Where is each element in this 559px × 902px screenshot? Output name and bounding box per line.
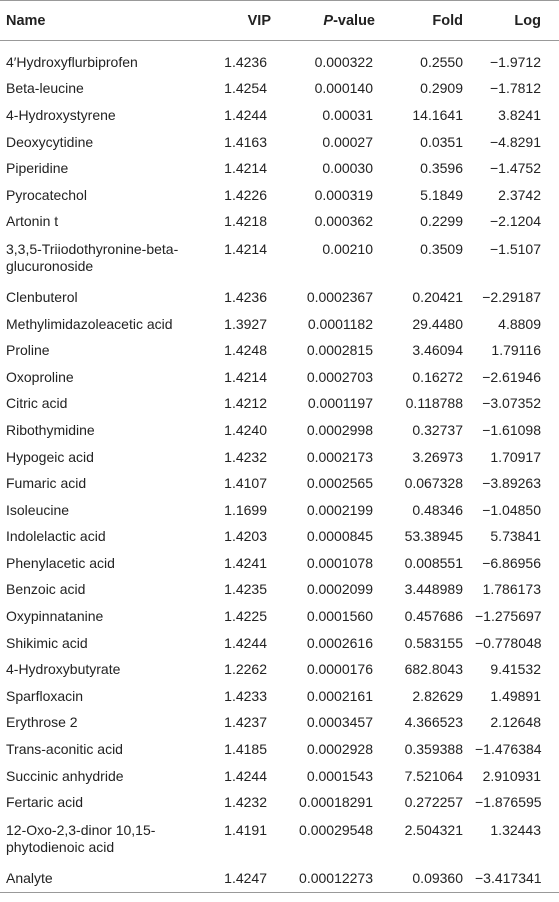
cell-vip: 1.4214	[224, 241, 267, 258]
cell-name: Isoleucine	[6, 501, 70, 518]
cell-fold: 0.3509	[420, 241, 463, 258]
cell-name: Methylimidazoleacetic acid	[6, 315, 173, 332]
header-log: Log	[469, 1, 559, 41]
table-row	[0, 235, 559, 284]
table-row	[0, 736, 559, 763]
table-row	[0, 102, 559, 129]
table-row	[0, 577, 559, 604]
table-row	[0, 816, 559, 865]
cell-fold: 7.521064	[404, 767, 463, 784]
table-row	[0, 710, 559, 737]
table-row	[0, 603, 559, 630]
cell-fold: 3.26973	[412, 448, 463, 465]
cell-p-value: 0.0002099	[306, 581, 373, 598]
cell-p-value: 0.0002998	[306, 421, 373, 438]
cell-log: −3.07352	[482, 395, 541, 412]
cell-name: 4-Hydroxystyrene	[6, 106, 116, 123]
cell-vip: 1.4203	[224, 528, 267, 545]
cell-log: 5.73841	[490, 528, 541, 545]
cell-log: −2.61946	[482, 368, 541, 385]
cell-vip: 1.2262	[224, 661, 267, 678]
cell-vip: 1.3927	[224, 315, 267, 332]
table-row	[0, 497, 559, 524]
header-p-italic: P	[323, 12, 334, 29]
header-fold: Fold	[381, 1, 469, 41]
cell-vip: 1.4214	[224, 368, 267, 385]
table-row	[0, 417, 559, 444]
cell-log: −1.876595	[475, 794, 542, 811]
cell-p-value: 0.000140	[314, 80, 373, 97]
cell-p-value: 0.0002815	[306, 342, 373, 359]
cell-fold: 0.067328	[404, 475, 463, 492]
header-vip: VIP	[213, 1, 277, 41]
cell-vip: 1.4212	[224, 395, 267, 412]
cell-fold: 0.583155	[404, 634, 463, 651]
table-row	[0, 391, 559, 418]
cell-fold: 682.8043	[404, 661, 463, 678]
cell-p-value: 0.00030	[322, 160, 373, 177]
cell-fold: 0.16272	[412, 368, 463, 385]
cell-name: Benzoic acid	[6, 581, 86, 598]
cell-name: Sparfloxacin	[6, 687, 84, 704]
cell-log: 1.786173	[482, 581, 541, 598]
cell-name: Phenylacetic acid	[6, 554, 115, 571]
table-body	[0, 41, 559, 893]
cell-p-value: 0.0002173	[306, 448, 373, 465]
cell-p-value: 0.00012273	[277, 865, 381, 892]
cell-name: Oxypinnatanine	[6, 608, 104, 625]
cell-name: Succinic anhydride	[6, 767, 124, 784]
cell-p-value: 0.000362	[314, 213, 373, 230]
cell-fold: 0.32737	[412, 421, 463, 438]
cell-p-value: 0.00031	[322, 106, 373, 123]
cell-vip: 1.4237	[224, 714, 267, 731]
cell-fold: 0.457686	[404, 608, 463, 625]
cell-p-value: 0.0001560	[306, 608, 373, 625]
cell-name: Deoxycytidine	[6, 133, 94, 150]
cell-vip: 1.4232	[224, 794, 267, 811]
cell-fold: 0.359388	[404, 741, 463, 758]
cell-log: −1.476384	[475, 741, 542, 758]
cell-vip: 1.4248	[224, 342, 267, 359]
cell-fold: 2.82629	[412, 687, 463, 704]
table-row	[0, 337, 559, 364]
cell-log: −1.4752	[490, 160, 541, 177]
cell-vip: 1.4232	[224, 448, 267, 465]
cell-log: −1.9712	[490, 53, 541, 70]
cell-fold: 0.3596	[420, 160, 463, 177]
cell-name: Shikimic acid	[6, 634, 88, 651]
cell-p-value: 0.00018291	[299, 794, 373, 811]
cell-log: −0.778048	[475, 634, 542, 651]
table-header	[0, 1, 559, 41]
cell-vip: 1.4185	[224, 741, 267, 758]
cell-log: −4.8291	[490, 133, 541, 150]
header-p-suffix: -value	[333, 12, 375, 29]
cell-p-value: 0.000322	[314, 53, 373, 70]
cell-fold: 0.20421	[412, 288, 463, 305]
cell-p-value: 0.0003457	[306, 714, 373, 731]
cell-log: 4.8809	[498, 315, 541, 332]
cell-name: Fumaric acid	[6, 475, 87, 492]
cell-name: Beta-leucine	[6, 80, 84, 97]
cell-log: −1.61098	[482, 421, 541, 438]
cell-fold: 0.2550	[420, 53, 463, 70]
cell-name: Analyte	[0, 865, 213, 892]
cell-vip: 1.4244	[224, 767, 267, 784]
cell-fold: 0.09360	[381, 865, 469, 892]
cell-log: −1.5107	[490, 241, 541, 258]
cell-log: −3.89263	[482, 475, 541, 492]
table-row	[0, 209, 559, 236]
cell-fold: 0.118788	[405, 395, 463, 412]
table-row	[0, 129, 559, 156]
cell-log: 1.70917	[490, 448, 541, 465]
cell-name: Erythrose 2	[6, 714, 78, 731]
cell-name: Artonin t	[6, 213, 59, 230]
table-row	[0, 311, 559, 338]
cell-name: 3,3,5-Triiodothyronine-beta-glucuronoside	[6, 241, 179, 275]
table-row	[0, 155, 559, 182]
cell-fold: 0.48346	[412, 501, 463, 518]
cell-vip: 1.4240	[224, 421, 267, 438]
cell-vip: 1.4254	[224, 80, 267, 97]
cell-log: 2.12648	[490, 714, 541, 731]
cell-p-value: 0.0002928	[306, 741, 373, 758]
cell-vip: 1.4214	[224, 160, 267, 177]
cell-log: 3.8241	[498, 106, 541, 123]
cell-p-value: 0.0002367	[306, 288, 373, 305]
cell-log: −2.1204	[490, 213, 541, 230]
cell-log: 1.49891	[490, 687, 541, 704]
cell-name: 4′Hydroxyflurbiprofen	[6, 53, 138, 70]
cell-name: Piperidine	[6, 160, 69, 177]
cell-log: 1.32443	[490, 822, 541, 839]
cell-name: Indolelactic acid	[6, 528, 106, 545]
table-row	[0, 524, 559, 551]
cell-p-value: 0.0001078	[306, 554, 373, 571]
cell-p-value: 0.0000176	[306, 661, 373, 678]
cell-p-value: 0.00029548	[299, 822, 373, 839]
cell-p-value: 0.0002161	[306, 687, 373, 704]
cell-vip: 1.4163	[224, 133, 267, 150]
cell-name: 4-Hydroxybutyrate	[6, 661, 121, 678]
table-row	[0, 763, 559, 790]
cell-fold: 0.272257	[404, 794, 463, 811]
cell-vip: 1.4191	[224, 822, 267, 839]
cell-p-value: 0.0002565	[306, 475, 373, 492]
cell-vip: 1.4241	[224, 554, 267, 571]
cell-vip: 1.4225	[224, 608, 267, 625]
table-row	[0, 41, 559, 76]
cell-vip: 1.4236	[224, 53, 267, 70]
cell-fold: 14.1641	[412, 106, 463, 123]
cell-p-value: 0.0001182	[307, 315, 373, 332]
cell-vip: 1.4218	[224, 213, 267, 230]
header-row	[0, 1, 559, 41]
cell-name: Citric acid	[6, 395, 68, 412]
cell-fold: 29.4480	[412, 315, 463, 332]
cell-log: 1.79116	[491, 342, 541, 359]
cell-fold: 53.38945	[404, 528, 463, 545]
cell-p-value: 0.000319	[314, 186, 373, 203]
table-row	[0, 656, 559, 683]
cell-fold: 3.46094	[412, 342, 463, 359]
cell-fold: 5.1849	[420, 186, 463, 203]
cell-p-value: 0.00027	[322, 133, 373, 150]
table-row	[0, 550, 559, 577]
table-row	[0, 182, 559, 209]
cell-log: −1.04850	[482, 501, 541, 518]
cell-log: −2.29187	[482, 288, 541, 305]
cell-vip: 1.1699	[224, 501, 267, 518]
cell-fold: 0.008551	[404, 554, 463, 571]
cell-fold: 3.448989	[404, 581, 463, 598]
cell-p-value: 0.0002199	[306, 501, 373, 518]
cell-p-value: 0.0002616	[306, 634, 373, 651]
cell-name: Pyrocatechol	[6, 186, 87, 203]
cell-fold: 2.504321	[404, 822, 463, 839]
cell-log: 2.910931	[482, 767, 541, 784]
cell-name: Trans-aconitic acid	[6, 741, 123, 758]
cell-name: Fertaric acid	[6, 794, 84, 811]
cell-p-value: 0.0000845	[306, 528, 373, 545]
table-row	[0, 470, 559, 497]
cell-p-value: 0.0001197	[307, 395, 373, 412]
cell-vip: 1.4244	[224, 634, 267, 651]
cell-name: Proline	[6, 342, 50, 359]
cell-log: 9.41532	[490, 661, 541, 678]
cell-name: Oxoproline	[6, 368, 74, 385]
cell-fold: 4.366523	[404, 714, 463, 731]
cell-name: Hypogeic acid	[6, 448, 94, 465]
cell-vip: 1.4235	[224, 581, 267, 598]
table-row	[0, 364, 559, 391]
cell-fold: 0.2909	[420, 80, 463, 97]
cell-fold: 0.0351	[420, 133, 463, 150]
header-name: Name	[0, 1, 213, 41]
table-row	[0, 76, 559, 103]
table-row	[0, 444, 559, 471]
cell-name: Clenbuterol	[6, 288, 78, 305]
table-row	[0, 630, 559, 657]
table-row	[0, 284, 559, 311]
cell-log: 2.3742	[498, 186, 541, 203]
cell-vip: 1.4236	[224, 288, 267, 305]
cell-p-value: 0.0001543	[306, 767, 373, 784]
cell-log: −1.275697	[475, 608, 542, 625]
cell-log: −6.86956	[482, 554, 541, 571]
table-row	[0, 789, 559, 816]
cell-name: 12-Oxo-2,3-dinor 10,15-phytodienoic acid	[6, 822, 156, 856]
cell-vip: 1.4226	[224, 186, 267, 203]
cell-p-value: 0.0002703	[306, 368, 373, 385]
cell-vip: 1.4247	[213, 865, 277, 892]
cell-p-value: 0.00210	[322, 241, 373, 258]
cell-vip: 1.4107	[224, 475, 267, 492]
cell-log: −3.417341	[469, 865, 559, 892]
cell-log: −1.7812	[490, 80, 541, 97]
table-row	[0, 683, 559, 710]
cell-vip: 1.4244	[224, 106, 267, 123]
cell-vip: 1.4233	[224, 687, 267, 704]
cell-name: Ribothymidine	[6, 421, 95, 438]
header-p-value	[277, 1, 381, 41]
table-row	[0, 865, 559, 892]
cell-fold: 0.2299	[420, 213, 463, 230]
